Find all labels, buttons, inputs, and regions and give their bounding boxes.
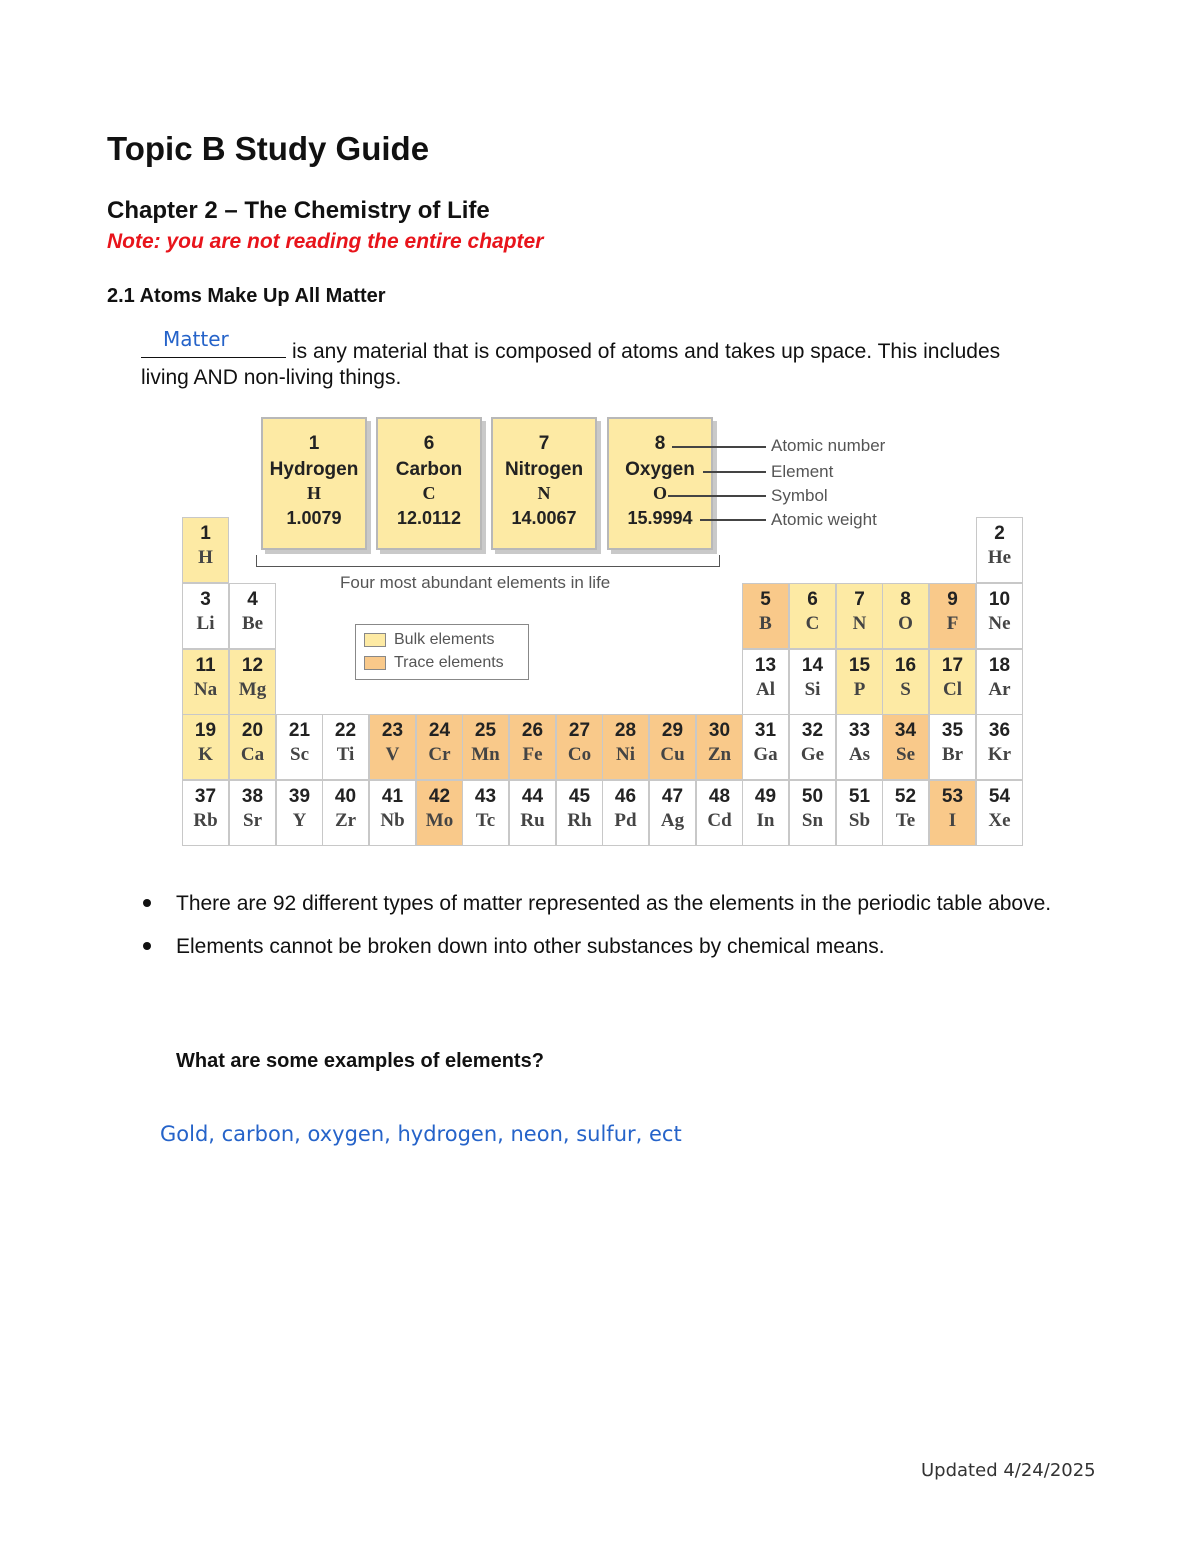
element-symbol: In bbox=[756, 810, 775, 831]
element-number: 1 bbox=[200, 523, 211, 544]
element-cell-te bbox=[882, 780, 929, 846]
element-cell-li bbox=[182, 583, 229, 649]
element-symbol: Se bbox=[896, 744, 915, 765]
element-number: 6 bbox=[807, 589, 818, 610]
element-number: 54 bbox=[988, 786, 1011, 807]
element-cell-si bbox=[789, 649, 836, 715]
element-symbol: Cl bbox=[943, 679, 962, 700]
element-cell-p bbox=[836, 649, 883, 715]
element-symbol: I bbox=[948, 810, 957, 831]
element-number: 20 bbox=[241, 720, 264, 741]
element-number: 37 bbox=[194, 786, 217, 807]
element-symbol: P bbox=[853, 679, 866, 700]
element-symbol: K bbox=[198, 744, 213, 765]
card-hydrogen bbox=[261, 417, 367, 550]
element-symbol: Sn bbox=[801, 810, 824, 831]
element-number: 14 bbox=[801, 655, 824, 676]
callout-atomic-weight: Atomic weight bbox=[771, 510, 877, 529]
element-symbol: Li bbox=[196, 613, 215, 634]
element-cell-ni bbox=[602, 714, 649, 780]
definition-text: is any material that is composed of atoms and takes up space. This includes bbox=[292, 340, 1001, 363]
element-number: 8 bbox=[900, 589, 911, 610]
element-number: 22 bbox=[334, 720, 357, 741]
element-symbol: Rh bbox=[567, 810, 592, 831]
element-cell-al bbox=[742, 649, 789, 715]
card-element: Carbon bbox=[395, 459, 463, 480]
element-symbol: Ru bbox=[520, 810, 545, 831]
element-number: 18 bbox=[988, 655, 1011, 676]
element-cell-ti bbox=[322, 714, 369, 780]
element-symbol: Ne bbox=[988, 613, 1011, 634]
element-cell-ne bbox=[976, 583, 1023, 649]
definition-line-1 bbox=[141, 339, 1000, 364]
element-number: 16 bbox=[894, 655, 917, 676]
bullet-list bbox=[135, 884, 1095, 970]
card-nitrogen bbox=[491, 417, 597, 550]
element-symbol: Si bbox=[804, 679, 821, 700]
element-symbol: O bbox=[898, 613, 913, 634]
element-number: 42 bbox=[428, 786, 451, 807]
element-cell-i bbox=[929, 780, 976, 846]
element-cell-sr bbox=[229, 780, 276, 846]
element-cell-fe bbox=[509, 714, 556, 780]
element-number: 5 bbox=[760, 589, 771, 610]
fill-in-blank bbox=[141, 339, 286, 358]
element-cell-zr bbox=[322, 780, 369, 846]
element-number: 12 bbox=[241, 655, 264, 676]
element-number: 28 bbox=[614, 720, 637, 741]
card-weight: 15.9994 bbox=[627, 508, 693, 528]
element-cell-v bbox=[369, 714, 416, 780]
element-symbol: Nb bbox=[380, 810, 405, 831]
callout-element: Element bbox=[771, 462, 834, 481]
element-symbol: Cd bbox=[707, 810, 732, 831]
card-symbol: H bbox=[306, 483, 321, 503]
element-cell-ar bbox=[976, 649, 1023, 715]
element-symbol: Fe bbox=[522, 744, 543, 765]
element-cell-pd bbox=[602, 780, 649, 846]
element-number: 51 bbox=[848, 786, 871, 807]
element-number: 23 bbox=[381, 720, 404, 741]
element-number: 48 bbox=[708, 786, 731, 807]
section-heading: 2.1 Atoms Make Up All Matter bbox=[107, 285, 386, 307]
element-symbol: Ti bbox=[336, 744, 355, 765]
element-cell-k bbox=[182, 714, 229, 780]
element-cell-ag bbox=[649, 780, 696, 846]
element-cell-he bbox=[976, 517, 1023, 583]
abundant-bracket bbox=[256, 555, 720, 567]
element-symbol: Sr bbox=[243, 810, 262, 831]
element-number: 50 bbox=[801, 786, 824, 807]
element-symbol: Pd bbox=[614, 810, 637, 831]
card-carbon bbox=[376, 417, 482, 550]
element-cell-tc bbox=[462, 780, 509, 846]
element-symbol: Ni bbox=[616, 744, 635, 765]
card-number: 8 bbox=[654, 433, 666, 454]
element-cell-rh bbox=[556, 780, 603, 846]
element-number: 4 bbox=[247, 589, 258, 610]
element-cell-y bbox=[276, 780, 323, 846]
callout-line bbox=[703, 471, 766, 473]
element-symbol: Mg bbox=[238, 679, 267, 700]
element-number: 36 bbox=[988, 720, 1011, 741]
element-number: 27 bbox=[568, 720, 591, 741]
element-number: 21 bbox=[288, 720, 311, 741]
element-symbol: Ag bbox=[660, 810, 685, 831]
card-oxygen bbox=[607, 417, 713, 550]
answer: Gold, carbon, oxygen, hydrogen, neon, sulfur, ect bbox=[160, 1122, 682, 1146]
element-number: 17 bbox=[941, 655, 964, 676]
element-cell-zn bbox=[696, 714, 743, 780]
element-number: 15 bbox=[848, 655, 871, 676]
element-symbol: Zr bbox=[334, 810, 357, 831]
element-symbol: V bbox=[385, 744, 400, 765]
element-symbol: Co bbox=[567, 744, 592, 765]
element-cell-h bbox=[182, 517, 229, 583]
element-number: 11 bbox=[195, 655, 216, 676]
footer-updated: Updated 4/24/2025 bbox=[921, 1460, 1096, 1481]
element-number: 33 bbox=[848, 720, 871, 741]
element-symbol: Xe bbox=[988, 810, 1011, 831]
element-symbol: Cu bbox=[660, 744, 685, 765]
element-symbol: F bbox=[946, 613, 959, 634]
card-symbol: O bbox=[652, 483, 667, 503]
element-number: 7 bbox=[854, 589, 865, 610]
element-number: 32 bbox=[801, 720, 824, 741]
card-number: 6 bbox=[423, 433, 435, 454]
element-number: 3 bbox=[200, 589, 211, 610]
element-symbol: As bbox=[848, 744, 871, 765]
element-cell-cu bbox=[649, 714, 696, 780]
element-symbol: Kr bbox=[987, 744, 1012, 765]
element-cell-be bbox=[229, 583, 276, 649]
element-cell-ge bbox=[789, 714, 836, 780]
element-cell-sb bbox=[836, 780, 883, 846]
card-weight: 1.0079 bbox=[286, 508, 342, 528]
element-symbol: Be bbox=[241, 613, 264, 634]
card-number: 7 bbox=[538, 433, 550, 454]
element-number: 53 bbox=[941, 786, 964, 807]
element-number: 26 bbox=[521, 720, 544, 741]
element-number: 24 bbox=[428, 720, 451, 741]
element-number: 40 bbox=[334, 786, 357, 807]
card-element: Hydrogen bbox=[269, 459, 359, 480]
element-cell-b bbox=[742, 583, 789, 649]
element-cell-mg bbox=[229, 649, 276, 715]
element-number: 47 bbox=[661, 786, 684, 807]
element-symbol: He bbox=[987, 547, 1012, 568]
legend-bulk bbox=[364, 631, 495, 649]
legend-trace-label: Trace elements bbox=[394, 654, 504, 671]
element-cell-c bbox=[789, 583, 836, 649]
element-number: 10 bbox=[988, 589, 1011, 610]
element-cell-ru bbox=[509, 780, 556, 846]
element-number: 43 bbox=[474, 786, 497, 807]
element-number: 35 bbox=[941, 720, 964, 741]
element-cell-co bbox=[556, 714, 603, 780]
element-cell-in bbox=[742, 780, 789, 846]
element-cell-ca bbox=[229, 714, 276, 780]
callout-atomic-number: Atomic number bbox=[771, 436, 886, 455]
bulk-swatch bbox=[364, 633, 386, 647]
element-number: 13 bbox=[754, 655, 777, 676]
element-symbol: Te bbox=[895, 810, 916, 831]
element-number: 41 bbox=[381, 786, 404, 807]
element-number: 34 bbox=[894, 720, 917, 741]
element-symbol: Br bbox=[941, 744, 964, 765]
card-element: Nitrogen bbox=[504, 459, 584, 480]
element-symbol: Ge bbox=[800, 744, 825, 765]
element-symbol: Sc bbox=[290, 744, 309, 765]
element-cell-kr bbox=[976, 714, 1023, 780]
element-cell-ga bbox=[742, 714, 789, 780]
element-number: 29 bbox=[661, 720, 684, 741]
element-cell-cr bbox=[416, 714, 463, 780]
element-symbol: Zn bbox=[707, 744, 732, 765]
element-symbol: H bbox=[198, 547, 213, 568]
bullet-item: Elements cannot be broken down into other substances by chemical means. bbox=[135, 927, 1095, 966]
trace-swatch bbox=[364, 656, 386, 670]
element-number: 45 bbox=[568, 786, 591, 807]
element-symbol: Mo bbox=[425, 810, 454, 831]
element-cell-br bbox=[929, 714, 976, 780]
definition-line-2: living AND non-living things. bbox=[141, 366, 402, 389]
element-number: 44 bbox=[521, 786, 544, 807]
element-cell-o bbox=[882, 583, 929, 649]
element-number: 38 bbox=[241, 786, 264, 807]
card-element: Oxygen bbox=[625, 459, 695, 480]
element-number: 9 bbox=[947, 589, 958, 610]
element-symbol: Al bbox=[756, 679, 775, 700]
element-symbol: Sb bbox=[848, 810, 871, 831]
legend-trace bbox=[364, 654, 504, 672]
element-cell-xe bbox=[976, 780, 1023, 846]
element-symbol: Ca bbox=[240, 744, 265, 765]
callout-line bbox=[668, 495, 766, 497]
element-symbol: Mn bbox=[471, 744, 500, 765]
fill-in-answer: Matter bbox=[163, 327, 229, 351]
element-number: 46 bbox=[614, 786, 637, 807]
element-symbol: B bbox=[759, 613, 772, 634]
element-cell-rb bbox=[182, 780, 229, 846]
element-cell-na bbox=[182, 649, 229, 715]
element-cell-nb bbox=[369, 780, 416, 846]
element-cell-n bbox=[836, 583, 883, 649]
bullet-item: There are 92 different types of matter represented as the elements in the periodic table above. bbox=[135, 884, 1095, 923]
element-number: 49 bbox=[754, 786, 777, 807]
page-title: Topic B Study Guide bbox=[107, 130, 430, 167]
element-cell-s bbox=[882, 649, 929, 715]
element-number: 30 bbox=[708, 720, 731, 741]
element-number: 39 bbox=[288, 786, 311, 807]
callout-symbol: Symbol bbox=[771, 486, 828, 505]
element-cell-se bbox=[882, 714, 929, 780]
abundant-label: Four most abundant elements in life bbox=[340, 573, 611, 592]
element-symbol: Ar bbox=[988, 679, 1011, 700]
element-number: 19 bbox=[194, 720, 217, 741]
element-cell-cl bbox=[929, 649, 976, 715]
card-weight: 12.0112 bbox=[396, 508, 462, 528]
element-number: 25 bbox=[474, 720, 497, 741]
element-symbol: Ga bbox=[753, 744, 778, 765]
callout-line bbox=[700, 519, 766, 521]
element-cell-sc bbox=[276, 714, 323, 780]
chapter-heading: Chapter 2 – The Chemistry of Life bbox=[107, 197, 490, 224]
element-cell-mn bbox=[462, 714, 509, 780]
callout-line bbox=[672, 446, 766, 448]
element-number: 2 bbox=[994, 523, 1005, 544]
element-cell-f bbox=[929, 583, 976, 649]
element-cell-cd bbox=[696, 780, 743, 846]
element-symbol: S bbox=[900, 679, 911, 700]
element-symbol: Y bbox=[292, 810, 307, 831]
element-symbol: Na bbox=[193, 679, 218, 700]
card-number: 1 bbox=[308, 433, 320, 454]
card-symbol: C bbox=[422, 483, 436, 503]
chapter-note: Note: you are not reading the entire chapter bbox=[107, 230, 544, 253]
element-cell-as bbox=[836, 714, 883, 780]
card-symbol: N bbox=[537, 483, 551, 503]
legend bbox=[355, 624, 529, 680]
card-weight: 14.0067 bbox=[511, 508, 577, 528]
element-symbol: Cr bbox=[428, 744, 451, 765]
question: What are some examples of elements? bbox=[176, 1050, 544, 1072]
element-symbol: N bbox=[852, 613, 867, 634]
element-number: 52 bbox=[894, 786, 917, 807]
element-symbol: Tc bbox=[475, 810, 496, 831]
element-symbol: Rb bbox=[193, 810, 218, 831]
element-symbol: C bbox=[805, 613, 820, 634]
element-cell-sn bbox=[789, 780, 836, 846]
element-cell-mo bbox=[416, 780, 463, 846]
element-number: 31 bbox=[754, 720, 777, 741]
legend-bulk-label: Bulk elements bbox=[394, 631, 495, 648]
